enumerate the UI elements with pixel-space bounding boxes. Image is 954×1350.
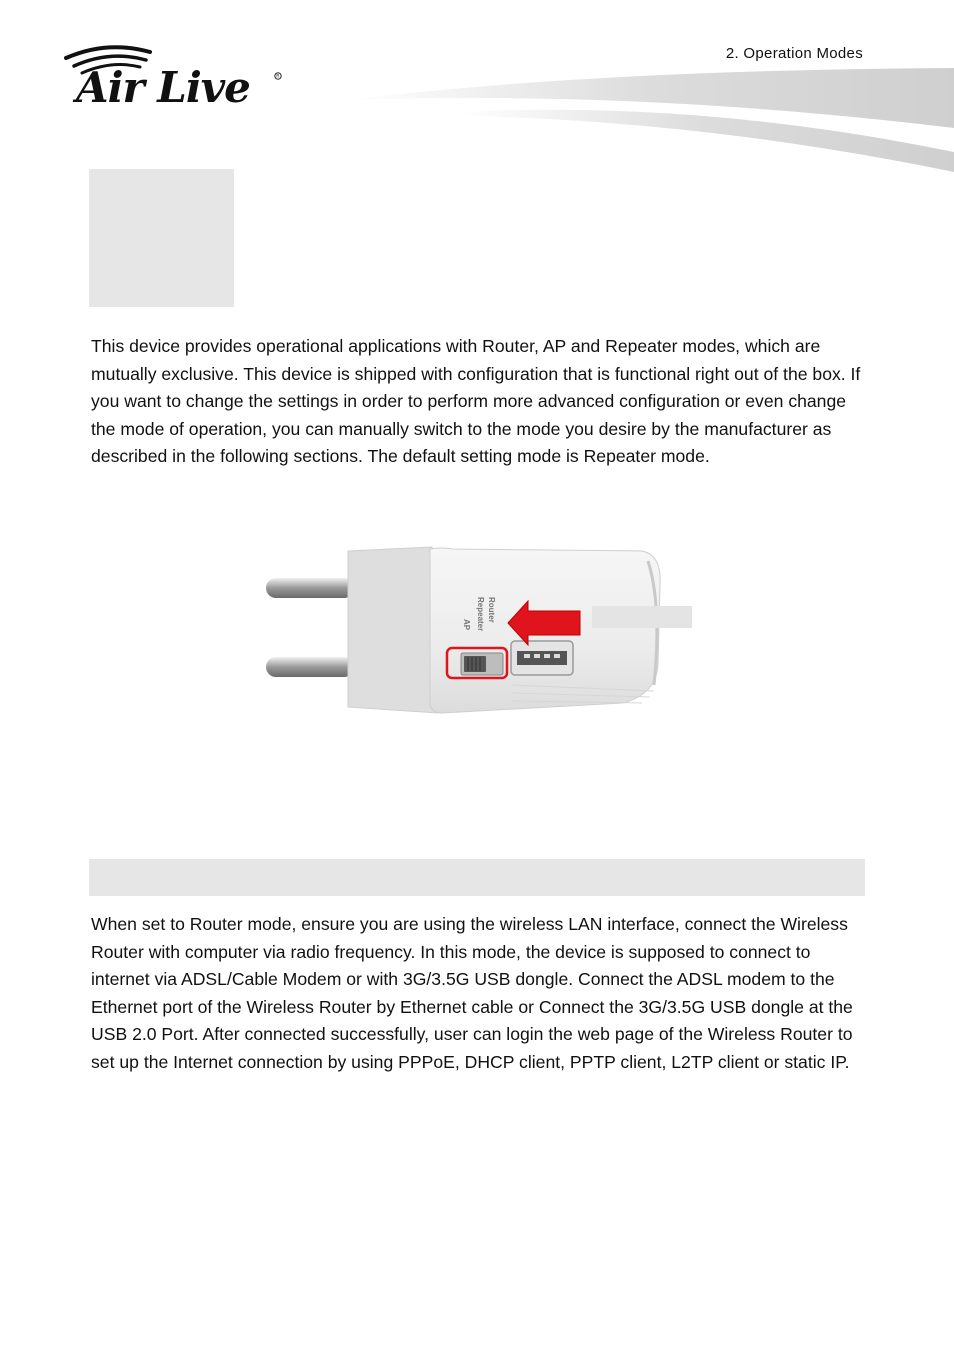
section-heading-bar — [89, 859, 865, 896]
svg-text:R: R — [276, 74, 280, 80]
header-swoosh — [340, 60, 954, 190]
running-header: 2. Operation Modes — [725, 45, 863, 62]
airlive-logo — [62, 42, 292, 112]
router-mode-paragraph: When set to Router mode, ensure you are using the wireless LAN interface, connect the Wireless Router with computer via radio frequency. In this mode, the device is supposed to connect to internet via ADSL/Cable Modem or with 3G/3.5G USB dongle. Connect the ADSL modem to the Ethernet port of the Wireless Router by Ethernet cable or Connect the 3G/3.5G USB dongle at the USB 2.0 Port. After connected successfully, user can login the web page of the Wireless Router to set up the Internet connection by using PPPoE, DHCP client, PPTP client, L2TP client or static IP. — [91, 914, 853, 1072]
logo-wordmark: Air Live — [76, 63, 250, 112]
chapter-number-box — [89, 169, 234, 307]
switch-label-router: Router — [487, 597, 496, 623]
switch-label-ap: AP — [462, 619, 471, 631]
device-mode-switch-figure — [262, 545, 702, 715]
switch-label-repeater: Repeater — [476, 597, 485, 632]
plug-pins — [266, 578, 354, 677]
mode-switch[interactable] — [461, 653, 503, 675]
usb-port[interactable] — [511, 641, 573, 675]
callout-box — [592, 606, 692, 628]
intro-paragraph: This device provides operational applications with Router, AP and Repeater modes, which are mutually exclusive. This device is shipped with configuration that is functional right out of the box. If you want to change the settings in order to perform more advanced configuration or even change the mode of operation, you can manually switch to the mode you desire by the manufacturer as described in the following sections. The default setting mode is Repeater mode. — [91, 336, 861, 467]
